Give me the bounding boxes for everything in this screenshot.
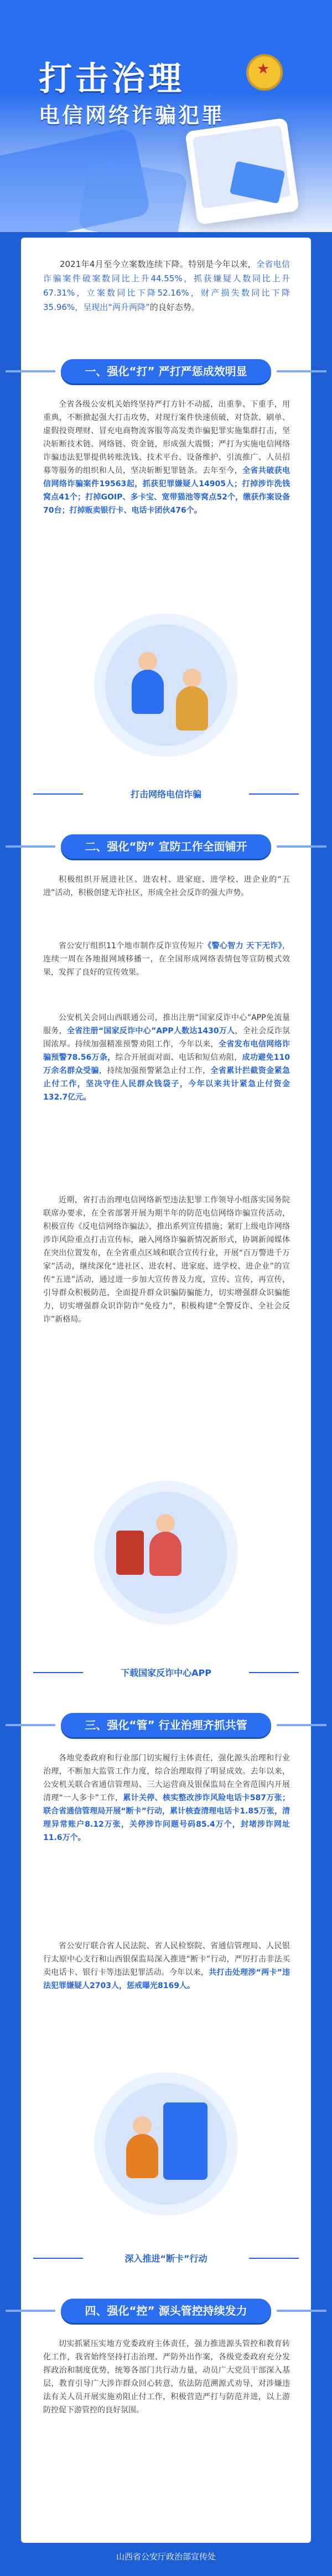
section2-heading: 二、强化“防” 宣防工作全面铺开 [61,834,271,859]
section3-caption: 深入推进“断卡”行动 [77,2252,255,2264]
section2-highlight: 全省发布电信网络诈骗预警78.56万条， [43,1040,290,1062]
intro-text: 2021年4月至今立案数连续下降。特别是今年以来， [60,259,256,269]
section3-text: 省公安厅联合省人民法院、省人民检察院、省通信管理局、人民银行太原中心支行和山西银保监局深入推进“断卡”行动，严厉打击非法买卖电话卡、银行卡等违法犯罪活动。今年以来， [43,1942,290,1977]
section3-highlight: 累计关停、核实整改涉诈风险电话卡587万张；联合省通信管理局开展“断卡”行动， [43,1794,290,1816]
section3-highlight: 共打击处理涉“两卡”违法犯罪嫌疑人2703人，惩戒曝光8169人。 [43,1968,290,1990]
hero-decoration [77,157,188,232]
section2-paragraph3 [43,1011,290,1104]
section2-highlight: 全省累计拦截资金紧急止付工作，坚决守住人民群众钱袋子，今年以来共计紧急止付资金132.7亿元。 [43,1066,290,1102]
section2-highlight: 成功避免110万余名群众受骗 [43,1053,290,1075]
person-figure [149,1532,181,1576]
section4-heading: 四、强化“控” 源头管控持续发力 [61,2299,271,2323]
section2-text: ，全社会反诈氛围浓厚。持续加强精准预警劝阻工作，今年以来， [43,1027,290,1049]
section2-caption: 下载国家反诈中心APP [77,1666,255,1679]
illustration-backdrop [105,624,227,746]
figure-head [156,1514,175,1533]
figure-head [138,652,157,671]
section1-text: 全省各级公安机关始终坚持严打方针不动摇，出重拳、下重手，用重典，不断掀起强大打击攻势，对现行案件快速侦破，对贷款、刷单、虚假投资理财、冒充电商物流客服等高发类诈骗犯罪实施集群打击，坚决斩断技术链、网络链、资金链，形成强大震慑；严打为实施电信网络诈骗违法犯罪提供转账洗钱、技术平台、设备维护、引流推广、人员招募等服务的组织和人员，坚决斩断犯罪链条。去年至今， [43,400,290,475]
hero-banner [0,0,332,232]
police-badge-icon: ★ [246,54,283,91]
section2-highlight: 全省注册“国家反诈中心”APP人数达1430万人 [66,1027,235,1035]
section2-highlight: 《警心智力 天下无诈》 [204,942,282,950]
section2-text: 省公安厅组织11个地市制作反诈宣传短片 [59,942,204,950]
hero-title-sub: 电信网络诈骗犯罪 [39,103,225,128]
section2-text: ，连续一周在各地报网域移播一，在全国形成网络表情包等宣防模式效果，发挥了良好的宣传效果。 [43,942,290,977]
app-download-illustration [94,1481,238,1625]
intro-text-tail: 的良好态势。 [149,302,200,312]
section3-highlight: 累计核查清理电话卡1.85万张，清理异常账户8.12万张，关停涉诈问题号码85.4万个，封堵涉诈网址11.6万个。 [43,1807,290,1842]
section1-paragraph [43,398,290,517]
figure-head [183,669,201,687]
section2-paragraph2 [43,939,290,979]
police-figure [132,670,164,714]
warning-sign-illustration [116,1531,144,1575]
section3-text: 公安机关联合省通信管理局、三大运营商及银保监局在全省范围内开展清理“一人多卡”工作， [43,1780,290,1802]
section2-paragraph4: 近期，省打击治理电信网络新型违法犯罪工作领导小组落实国务院联席办要求，在全省部署开展为期半年的防范电信网络诈骗宣传活动，积极宣传《反电信网络诈骗法》，推出系列宣传措施；紧盯上级电诈网络涉诈风险重点打击宣传标，融入网络诈骗新情况新形式，协调新闻媒体在突出位置发布，在全省重点区域和联合宣传行业，开展“百万警进千万家”活动，继续深化“进社区、进农村、进家庭、进学校、进企业”的宣传“五进”活动，通过进一步加大宣传普及力度，宣传、宣传，再宣传，引导群众积极防范，全面提升群众识骗防骗能力，切实增强群众识骗能力，切实增强群众识诈防诈“免疫力”，积极构建“全警反诈、全社会反诈”新格局。 [43,1196,290,1324]
card-crackdown-illustration [94,2072,238,2216]
section2-text: 综合开展面对面、电话和短信劝阻， [115,1053,242,1062]
section2-text: ，持续加强预警紧急止付工作， [98,1066,211,1075]
section3-paragraph2 [43,1939,290,1993]
section2-paragraph1: 积极组织开展进社区、进农村、进家庭、进学校、进企业的“五进”活动，积极创建无诈社区，形成全社会反诈的强大声势。 [43,875,290,897]
section1-caption: 打击网络电信诈骗 [77,787,255,800]
fraud-strike-illustration [94,613,238,757]
section1-highlight: 全省共破获电信网络诈骗案件19563起，抓获犯罪嫌疑人14905人；打掉涉诈洗钱窝点41个；打掉GOIP、多卡宝、宽带猫池等窝点52个，缴获作案设备70台；打掉贩卖银行卡、电话卡团伙476个。 [43,466,290,515]
section1-heading: 一、强化“打” 严打严惩成效明显 [61,359,271,383]
figure-head [133,2116,152,2135]
suspect-figure [176,686,208,730]
section3-text: 各地党委政府和行业部门切实履行主体责任，强化源头治理和行业治理，不断加大监管工作力度，综合治理取得了明显成效。去年以来， [43,1754,290,1776]
section4-paragraph1: 切实抓紧压实地方党委政府主体责任，强力推进源头管控和教育转化工作，我省始终坚持打击治理、严防外出作案，各级党委政府充分发挥政治和制度优势，统筹各部门共行动力量，动员广大党员干部深入基层，教育引导广大涉诈群众回心转意，依法防范溯源式劝导，对涉嫌违法有关人员开展实施劝阻止付工作，积极营造严打与防范并进，以上游防控促下游管控的良好氛围。 [43,2340,290,2415]
intro-paragraph [43,257,290,314]
footer-credit: 山西省公安厅政治部宣传处 [116,2552,216,2562]
hero-title-main: 打击治理 [39,60,185,98]
atm-illustration [163,2102,208,2180]
section3-paragraph1 [43,1752,290,1844]
section2-text: 公安机关会同山西联通公司，推出注册“国家反诈中心”APP免流量服务， [43,1013,290,1035]
person-figure [126,2134,158,2178]
section3-heading: 三、强化“管” 行业治理齐抓共管 [61,1713,271,1737]
intro-highlight: 全省电信诈骗案件破案数同比上升44.55%，抓获嫌疑人数同比上升67.31%，立案数同比下降52.16%，财产损失数同比下降35.96%，呈现出“两升两降” [43,259,290,312]
